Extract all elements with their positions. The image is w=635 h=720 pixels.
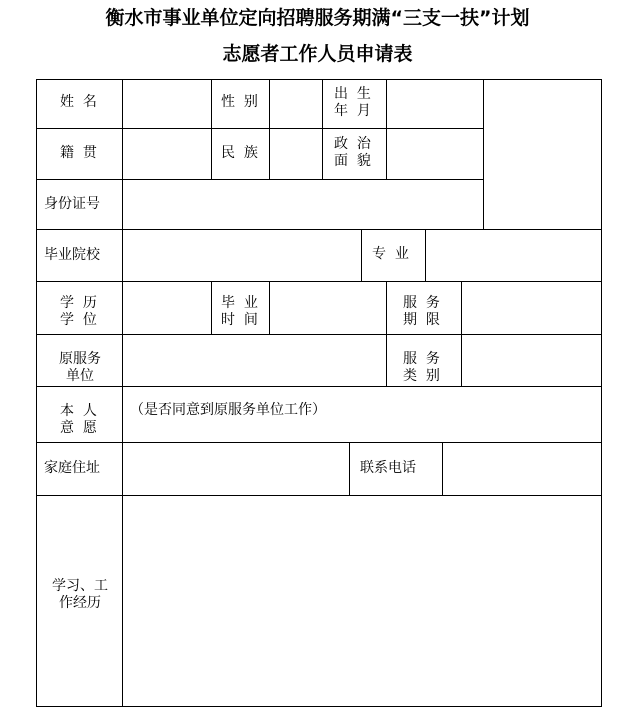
col-line <box>386 281 387 387</box>
col-line <box>386 79 387 180</box>
label-political-status: 政 治 面 貌 <box>334 136 371 169</box>
row-line <box>36 442 602 443</box>
label-ethnicity: 民 族 <box>221 145 258 161</box>
col-line <box>349 442 350 496</box>
form-title-line2: 志愿者工作人员申请表 <box>222 43 413 65</box>
label-original-unit: 原服务 单位 <box>59 351 101 384</box>
label-gender: 性 别 <box>221 94 258 110</box>
table-border-top <box>36 79 602 80</box>
label-phone: 联系电话 <box>360 460 416 476</box>
label-major: 专 业 <box>372 246 409 262</box>
label-service-period: 服 务 期 限 <box>403 295 440 328</box>
label-education: 学 历 学 位 <box>60 295 97 328</box>
row-line <box>36 386 602 387</box>
col-line <box>269 281 270 335</box>
col-line <box>425 229 426 282</box>
label-name: 姓 名 <box>60 94 97 110</box>
col-line <box>442 442 443 496</box>
row-line <box>36 281 602 282</box>
form-title-line1: 衡水市事业单位定向招聘服务期满“三支一扶”计划 <box>105 7 530 29</box>
label-birth: 出 生 年 月 <box>334 86 371 119</box>
col-line <box>211 79 212 180</box>
label-home-address: 家庭住址 <box>44 460 100 476</box>
row-line <box>36 179 484 180</box>
table-border-bottom <box>36 706 602 707</box>
personal-wish-note: （是否同意到原服务单位工作） <box>130 402 326 418</box>
label-service-type: 服 务 类 别 <box>403 351 440 384</box>
col-line <box>269 79 270 180</box>
table-border-left <box>36 79 37 707</box>
col-line <box>322 79 323 180</box>
row-line <box>36 229 602 230</box>
label-graduation-time: 毕 业 时 间 <box>221 295 258 328</box>
label-personal-wish: 本 人 意 愿 <box>60 403 97 436</box>
col-line <box>361 229 362 282</box>
row-line <box>36 334 602 335</box>
label-school: 毕业院校 <box>44 247 100 263</box>
col-line <box>122 79 123 707</box>
label-native-place: 籍 贯 <box>60 145 97 161</box>
row-line <box>36 128 484 129</box>
label-id-number: 身份证号 <box>44 196 100 212</box>
photo-col-line <box>483 79 484 230</box>
row-line <box>36 495 602 496</box>
label-experience: 学习、工 作经历 <box>52 578 108 611</box>
col-line <box>211 281 212 335</box>
col-line <box>461 281 462 387</box>
table-border-right <box>601 79 602 707</box>
